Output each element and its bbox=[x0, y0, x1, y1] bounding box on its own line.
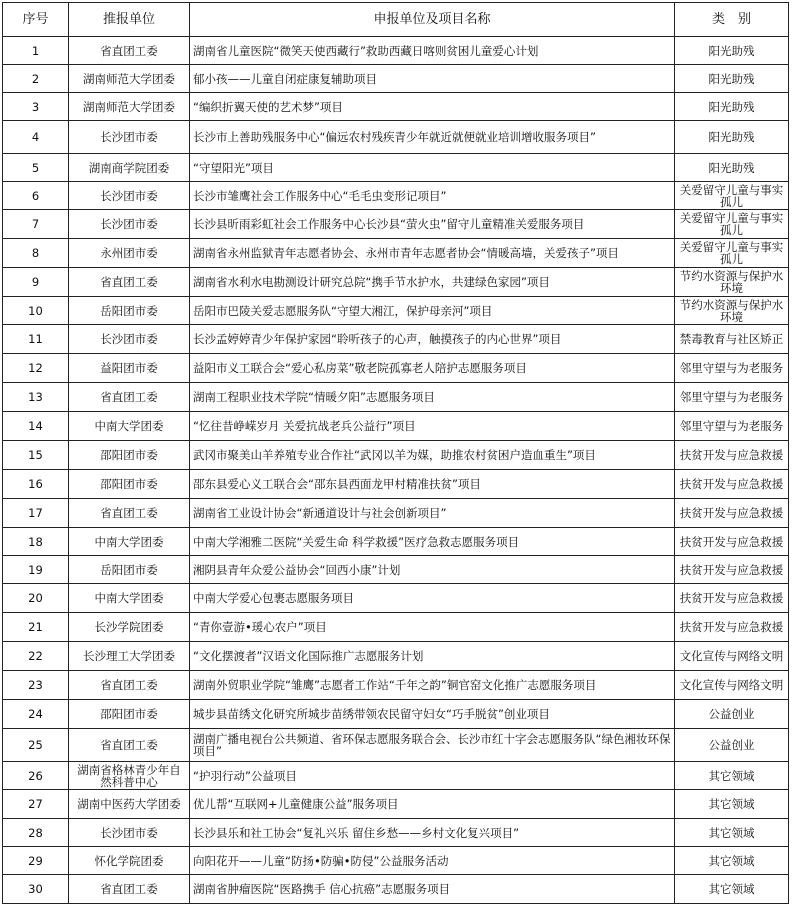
row-category: 其它领域 bbox=[675, 790, 789, 819]
row-project: 湖南外贸职业学院“雏鹰”志愿者工作站“千年之韵”铜官窑文化推广志愿服务项目 bbox=[190, 671, 675, 700]
table-row bbox=[3, 65, 789, 93]
row-project: 湘阴县青年众爱公益协会“回西小康”计划 bbox=[190, 556, 675, 584]
project-table bbox=[2, 2, 789, 904]
row-category: 扶贫开发与应急救援 bbox=[675, 556, 789, 584]
table-row bbox=[3, 412, 789, 441]
row-unit: 中南大学团委 bbox=[69, 584, 190, 613]
table-row bbox=[3, 762, 789, 790]
row-unit: 益阳团市委 bbox=[69, 354, 190, 383]
row-unit: 岳阳团市委 bbox=[69, 297, 190, 325]
table-row bbox=[3, 613, 789, 642]
row-unit: 中南大学团委 bbox=[69, 528, 190, 556]
row-number: 26 bbox=[3, 762, 69, 790]
row-number: 5 bbox=[3, 154, 69, 182]
row-number: 3 bbox=[3, 93, 69, 121]
row-unit: 长沙团市委 bbox=[69, 325, 190, 354]
row-project: “青你壹游•瑗心农户”项目 bbox=[190, 613, 675, 642]
row-category: 节约水资源与保护水环境 bbox=[675, 297, 789, 325]
row-number: 23 bbox=[3, 671, 69, 700]
row-category: 邻里守望与为老服务 bbox=[675, 412, 789, 441]
row-unit: 邵阳团市委 bbox=[69, 470, 190, 499]
row-category: 其它领域 bbox=[675, 875, 789, 904]
row-category: 扶贫开发与应急救援 bbox=[675, 613, 789, 642]
row-unit: 长沙学院团委 bbox=[69, 613, 190, 642]
row-number: 2 bbox=[3, 65, 69, 93]
row-unit: 邵阳团市委 bbox=[69, 700, 190, 729]
row-project: “忆往昔峥嵘岁月 关爱抗战老兵公益行”项目 bbox=[190, 412, 675, 441]
row-project: 湖南省工业设计协会“新通道设计与社会创新项目” bbox=[190, 499, 675, 528]
row-number: 17 bbox=[3, 499, 69, 528]
row-unit: 怀化学院团委 bbox=[69, 847, 190, 875]
row-number: 8 bbox=[3, 239, 69, 268]
row-category: 扶贫开发与应急救援 bbox=[675, 584, 789, 613]
row-project: 湖南工程职业技术学院“情暖夕阳”志愿服务项目 bbox=[190, 383, 675, 412]
row-number: 22 bbox=[3, 642, 69, 671]
row-unit: 湖南师范大学团委 bbox=[69, 93, 190, 121]
row-category: 扶贫开发与应急救援 bbox=[675, 470, 789, 499]
row-number: 21 bbox=[3, 613, 69, 642]
row-project: “护羽行动”公益项目 bbox=[190, 762, 675, 790]
header-row bbox=[3, 3, 789, 37]
table-row bbox=[3, 528, 789, 556]
row-project: 湖南广播电视台公共频道、省环保志愿服务联合会、长沙市红十字会志愿服务队“绿色湘妆环保项目” bbox=[190, 729, 675, 762]
row-number: 24 bbox=[3, 700, 69, 729]
row-number: 16 bbox=[3, 470, 69, 499]
row-project: 长沙市雏鹰社会工作服务中心“毛毛虫变形记项目” bbox=[190, 182, 675, 210]
row-project: 湖南省水利水电勘测设计研究总院“携手节水护水，共建绿色家园”项目 bbox=[190, 268, 675, 297]
row-unit: 岳阳团市委 bbox=[69, 556, 190, 584]
row-unit: 长沙团市委 bbox=[69, 819, 190, 847]
row-category: 其它领域 bbox=[675, 819, 789, 847]
row-project: “编织折翼天使的艺术梦”项目 bbox=[190, 93, 675, 121]
row-project: 城步县苗绣文化研究所城步苗绣带领农民留守妇女“巧手脱贫”创业项目 bbox=[190, 700, 675, 729]
row-number: 7 bbox=[3, 210, 69, 239]
row-project: 长沙县昕雨彩虹社会工作服务中心长沙县“萤火虫”留守儿童精准关爱服务项目 bbox=[190, 210, 675, 239]
row-unit: 省直团工委 bbox=[69, 37, 190, 65]
table-row bbox=[3, 121, 789, 154]
row-unit: 长沙团市委 bbox=[69, 182, 190, 210]
header-no: 序号 bbox=[3, 3, 69, 37]
row-category: 其它领域 bbox=[675, 847, 789, 875]
row-category: 邻里守望与为老服务 bbox=[675, 354, 789, 383]
row-number: 12 bbox=[3, 354, 69, 383]
table-row bbox=[3, 354, 789, 383]
table-row bbox=[3, 642, 789, 671]
row-category: 禁毒教育与社区矫正 bbox=[675, 325, 789, 354]
row-project: 武冈市聚美山羊养殖专业合作社“武冈以羊为媒，助推农村贫困户造血重生”项目 bbox=[190, 441, 675, 470]
row-category: 阳光助残 bbox=[675, 121, 789, 154]
row-unit: 省直团工委 bbox=[69, 729, 190, 762]
row-number: 20 bbox=[3, 584, 69, 613]
row-category: 阳光助残 bbox=[675, 154, 789, 182]
row-project: 岳阳市巴陵关爱志愿服务队“守望大湘江，保护母亲河”项目 bbox=[190, 297, 675, 325]
table-row bbox=[3, 556, 789, 584]
table-row bbox=[3, 325, 789, 354]
row-number: 30 bbox=[3, 875, 69, 904]
table-body bbox=[3, 37, 789, 904]
row-unit: 省直团工委 bbox=[69, 383, 190, 412]
table-row bbox=[3, 182, 789, 210]
row-project: 优儿帮“互联网+儿童健康公益”服务项目 bbox=[190, 790, 675, 819]
row-unit: 湖南中医药大学团委 bbox=[69, 790, 190, 819]
row-unit: 长沙团市委 bbox=[69, 210, 190, 239]
row-number: 14 bbox=[3, 412, 69, 441]
table-row bbox=[3, 37, 789, 65]
table-row bbox=[3, 441, 789, 470]
row-project: 中南大学爱心包裹志愿服务项目 bbox=[190, 584, 675, 613]
row-unit: 长沙团市委 bbox=[69, 121, 190, 154]
row-unit: 湖南师范大学团委 bbox=[69, 65, 190, 93]
row-category: 关爱留守儿童与事实孤儿 bbox=[675, 239, 789, 268]
row-project: 长沙孟婷婷青少年保护家园“聆听孩子的心声，触摸孩子的内心世界”项目 bbox=[190, 325, 675, 354]
row-unit: 邵阳团市委 bbox=[69, 441, 190, 470]
row-project: 长沙市上善助残服务中心“偏远农村残疾青少年就近就便就业培训增收服务项目” bbox=[190, 121, 675, 154]
table-row bbox=[3, 819, 789, 847]
row-category: 公益创业 bbox=[675, 729, 789, 762]
row-project: 湖南省肿瘤医院“医路携手 信心抗癌”志愿服务项目 bbox=[190, 875, 675, 904]
table-row bbox=[3, 847, 789, 875]
row-unit: 省直团工委 bbox=[69, 875, 190, 904]
row-number: 15 bbox=[3, 441, 69, 470]
row-number: 19 bbox=[3, 556, 69, 584]
row-number: 6 bbox=[3, 182, 69, 210]
row-category: 扶贫开发与应急救援 bbox=[675, 441, 789, 470]
table-row bbox=[3, 790, 789, 819]
row-project: 长沙县乐和社工协会“复礼兴乐 留住乡愁——乡村文化复兴项目” bbox=[190, 819, 675, 847]
table-row bbox=[3, 154, 789, 182]
table-row bbox=[3, 671, 789, 700]
row-category: 文化宣传与网络文明 bbox=[675, 642, 789, 671]
table-row bbox=[3, 700, 789, 729]
row-unit: 省直团工委 bbox=[69, 499, 190, 528]
table-row bbox=[3, 268, 789, 297]
header-unit: 推报单位 bbox=[69, 3, 190, 37]
header-category: 类 别 bbox=[675, 3, 789, 37]
row-unit: 湖南商学院团委 bbox=[69, 154, 190, 182]
row-project: 益阳市义工联合会“爱心私房菜”敬老院孤寡老人陪护志愿服务项目 bbox=[190, 354, 675, 383]
table-row bbox=[3, 729, 789, 762]
row-category: 关爱留守儿童与事实孤儿 bbox=[675, 210, 789, 239]
row-unit: 中南大学团委 bbox=[69, 412, 190, 441]
table-row bbox=[3, 239, 789, 268]
header-project: 申报单位及项目名称 bbox=[190, 3, 675, 37]
row-project: 中南大学湘雅二医院“关爱生命 科学救援”医疗急救志愿服务项目 bbox=[190, 528, 675, 556]
row-unit: 湖南省格林青少年自然科普中心 bbox=[69, 762, 190, 790]
row-unit: 省直团工委 bbox=[69, 268, 190, 297]
table-row bbox=[3, 499, 789, 528]
row-project: 湖南省永州监狱青年志愿者协会、永州市青年志愿者协会“情暖高墙，关爱孩子”项目 bbox=[190, 239, 675, 268]
row-category: 阳光助残 bbox=[675, 65, 789, 93]
row-category: 关爱留守儿童与事实孤儿 bbox=[675, 182, 789, 210]
table-row bbox=[3, 383, 789, 412]
row-category: 阳光助残 bbox=[675, 37, 789, 65]
row-number: 4 bbox=[3, 121, 69, 154]
row-unit: 永州团市委 bbox=[69, 239, 190, 268]
table-row bbox=[3, 584, 789, 613]
row-unit: 省直团工委 bbox=[69, 671, 190, 700]
row-category: 扶贫开发与应急救援 bbox=[675, 499, 789, 528]
table-row bbox=[3, 875, 789, 904]
table-row bbox=[3, 297, 789, 325]
row-project: 郁小孩——儿童自闭症康复辅助项目 bbox=[190, 65, 675, 93]
table-row bbox=[3, 93, 789, 121]
row-category: 邻里守望与为老服务 bbox=[675, 383, 789, 412]
row-project: 邵东县爱心义工联合会“邵东县西面龙甲村精准扶贫”项目 bbox=[190, 470, 675, 499]
row-project: “文化摆渡者”汉语文化国际推广志愿服务计划 bbox=[190, 642, 675, 671]
row-project: “守望阳光”项目 bbox=[190, 154, 675, 182]
row-number: 13 bbox=[3, 383, 69, 412]
row-category: 节约水资源与保护水环境 bbox=[675, 268, 789, 297]
row-category: 公益创业 bbox=[675, 700, 789, 729]
row-number: 9 bbox=[3, 268, 69, 297]
table-row bbox=[3, 470, 789, 499]
row-number: 1 bbox=[3, 37, 69, 65]
row-project: 向阳花开——儿童“防扬•防骗•防侵”公益服务活动 bbox=[190, 847, 675, 875]
table-row bbox=[3, 210, 789, 239]
row-number: 18 bbox=[3, 528, 69, 556]
row-category: 其它领域 bbox=[675, 762, 789, 790]
row-unit: 长沙理工大学团委 bbox=[69, 642, 190, 671]
row-number: 27 bbox=[3, 790, 69, 819]
row-number: 11 bbox=[3, 325, 69, 354]
row-number: 29 bbox=[3, 847, 69, 875]
row-number: 10 bbox=[3, 297, 69, 325]
row-category: 扶贫开发与应急救援 bbox=[675, 528, 789, 556]
row-number: 28 bbox=[3, 819, 69, 847]
row-category: 阳光助残 bbox=[675, 93, 789, 121]
row-category: 文化宣传与网络文明 bbox=[675, 671, 789, 700]
row-number: 25 bbox=[3, 729, 69, 762]
row-project: 湖南省儿童医院“微笑天使西藏行”救助西藏日喀则贫困儿童爱心计划 bbox=[190, 37, 675, 65]
